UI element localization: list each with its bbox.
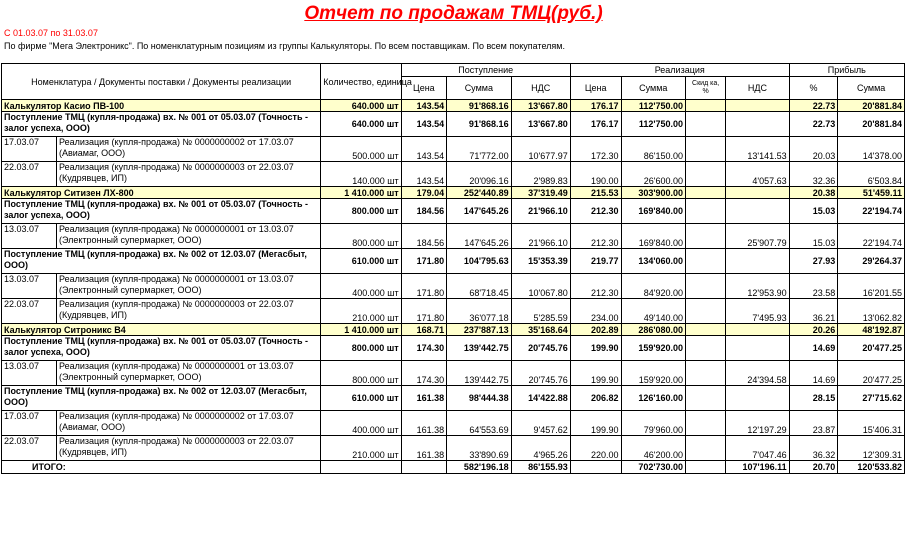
cell-in-price: 171.80 (401, 299, 446, 324)
total-label: ИТОГО: (2, 461, 321, 474)
cell-out-vat: 12'953.90 (726, 274, 789, 299)
cell-out-vat (726, 199, 789, 224)
cell-in-sum: 64'553.69 (447, 411, 511, 436)
header-row-top (2, 64, 905, 77)
cell-in-sum: 98'444.38 (447, 386, 511, 411)
doc-date: 17.03.07 (2, 411, 57, 436)
cell-profit-sum: 16'201.55 (838, 274, 905, 299)
cell-discount (686, 436, 726, 461)
header-discount: Скид ка, % (686, 77, 726, 100)
cell-profit-pct: 20.38 (789, 187, 838, 199)
cell-out-price: 212.30 (570, 199, 621, 224)
cell-in-sum: 33'890.69 (447, 436, 511, 461)
cell-in-price: 174.30 (401, 336, 446, 361)
income-row (2, 336, 905, 361)
cell-out-price: 176.17 (570, 112, 621, 137)
cell-profit-pct: 32.36 (789, 162, 838, 187)
cell-profit-pct: 28.15 (789, 386, 838, 411)
cell-out-sum: 169'840.00 (621, 224, 685, 249)
cell-out-price: 219.77 (570, 249, 621, 274)
doc-row (2, 274, 905, 299)
income-name: Поступление ТМЦ (купля-продажа) вх. № 001 от 05.03.07 (Точность - залог успеха, ООО) (2, 336, 321, 361)
cell-out-price: 202.89 (570, 324, 621, 336)
cell-profit-pct: 36.32 (789, 436, 838, 461)
cell-discount (686, 162, 726, 187)
cell-qty: 610.000 шт (321, 386, 401, 411)
cell-profit-sum: 48'192.87 (838, 324, 905, 336)
cell-in-vat: 15'353.39 (511, 249, 570, 274)
total-in-vat: 86'155.93 (511, 461, 570, 474)
doc-row (2, 436, 905, 461)
cell-qty: 800.000 шт (321, 199, 401, 224)
cell-discount (686, 361, 726, 386)
cell-out-vat (726, 112, 789, 137)
group-row (2, 100, 905, 112)
cell-out-sum: 169'840.00 (621, 199, 685, 224)
income-name: Поступление ТМЦ (купля-продажа) вх. № 001 от 05.03.07 (Точность - залог успеха, ООО) (2, 112, 321, 137)
cell-discount (686, 112, 726, 137)
cell-out-price: 206.82 (570, 386, 621, 411)
income-row (2, 199, 905, 224)
cell-out-sum: 112'750.00 (621, 112, 685, 137)
cell-qty: 640.000 шт (321, 112, 401, 137)
cell-qty: 400.000 шт (321, 411, 401, 436)
total-in-price (401, 461, 446, 474)
cell-in-price: 143.54 (401, 112, 446, 137)
header-in-vat: НДС (511, 77, 570, 100)
cell-profit-pct: 15.03 (789, 199, 838, 224)
cell-out-sum: 79'960.00 (621, 411, 685, 436)
cell-in-price: 143.54 (401, 137, 446, 162)
income-row (2, 386, 905, 411)
cell-qty: 1 410.000 шт (321, 324, 401, 336)
cell-profit-pct: 23.87 (789, 411, 838, 436)
group-row (2, 187, 905, 199)
cell-profit-sum: 22'194.74 (838, 199, 905, 224)
cell-out-vat: 13'141.53 (726, 137, 789, 162)
cell-in-price: 171.80 (401, 249, 446, 274)
cell-out-price: 215.53 (570, 187, 621, 199)
cell-discount (686, 274, 726, 299)
cell-in-sum: 68'718.45 (447, 274, 511, 299)
cell-in-vat: 10'677.97 (511, 137, 570, 162)
header-name: Номенклатура / Документы поставки / Документы реализации (2, 64, 321, 100)
cell-profit-sum: 27'715.62 (838, 386, 905, 411)
cell-in-price: 161.38 (401, 411, 446, 436)
cell-profit-pct: 36.21 (789, 299, 838, 324)
cell-in-sum: 139'442.75 (447, 336, 511, 361)
cell-out-vat (726, 249, 789, 274)
doc-row (2, 137, 905, 162)
doc-name: Реализация (купля-продажа) № 0000000002 от 17.03.07 (Авиамаг, ООО) (56, 137, 320, 162)
cell-qty: 210.000 шт (321, 299, 401, 324)
cell-out-sum: 126'160.00 (621, 386, 685, 411)
total-row (2, 461, 905, 474)
cell-discount (686, 100, 726, 112)
cell-out-sum: 84'920.00 (621, 274, 685, 299)
header-profit-sum: Сумма (838, 77, 905, 100)
cell-profit-pct: 27.93 (789, 249, 838, 274)
cell-discount (686, 137, 726, 162)
cell-in-sum: 36'077.18 (447, 299, 511, 324)
header-out-sum: Сумма (621, 77, 685, 100)
cell-in-sum: 71'772.00 (447, 137, 511, 162)
cell-out-sum: 159'920.00 (621, 361, 685, 386)
group-row (2, 324, 905, 336)
cell-out-vat (726, 100, 789, 112)
total-in-sum: 582'196.18 (447, 461, 511, 474)
income-row (2, 249, 905, 274)
cell-out-vat (726, 324, 789, 336)
cell-out-price: 212.30 (570, 274, 621, 299)
header-sale: Реализация (570, 64, 789, 77)
header-profit: Прибыль (789, 64, 904, 77)
report-title: Отчет по продажам ТМЦ(руб.) (304, 3, 603, 24)
cell-in-vat: 13'667.80 (511, 112, 570, 137)
cell-discount (686, 199, 726, 224)
cell-out-sum: 112'750.00 (621, 100, 685, 112)
cell-out-sum: 49'140.00 (621, 299, 685, 324)
doc-row (2, 162, 905, 187)
cell-out-vat: 25'907.79 (726, 224, 789, 249)
header-income: Поступление (401, 64, 570, 77)
group-name: Калькулятор Ситизен ЛХ-800 (2, 187, 321, 199)
cell-qty: 1 410.000 шт (321, 187, 401, 199)
cell-profit-sum: 20'881.84 (838, 112, 905, 137)
cell-in-vat: 9'457.62 (511, 411, 570, 436)
cell-discount (686, 324, 726, 336)
cell-in-vat: 2'989.83 (511, 162, 570, 187)
cell-in-price: 184.56 (401, 224, 446, 249)
cell-in-vat: 35'168.64 (511, 324, 570, 336)
cell-profit-pct: 15.03 (789, 224, 838, 249)
cell-in-price: 171.80 (401, 274, 446, 299)
total-out-sum: 702'730.00 (621, 461, 685, 474)
doc-date: 22.03.07 (2, 436, 57, 461)
cell-profit-pct: 20.03 (789, 137, 838, 162)
cell-in-sum: 91'868.16 (447, 112, 511, 137)
cell-profit-pct: 22.73 (789, 100, 838, 112)
doc-name: Реализация (купля-продажа) № 0000000002 от 17.03.07 (Авиамаг, ООО) (56, 411, 320, 436)
cell-out-sum: 134'060.00 (621, 249, 685, 274)
doc-row (2, 361, 905, 386)
cell-out-vat: 7'047.46 (726, 436, 789, 461)
cell-out-price: 220.00 (570, 436, 621, 461)
cell-qty: 210.000 шт (321, 436, 401, 461)
cell-out-sum: 46'200.00 (621, 436, 685, 461)
income-name: Поступление ТМЦ (купля-продажа) вх. № 002 от 12.03.07 (Мегасбыт, ООО) (2, 249, 321, 274)
cell-in-sum: 237'887.13 (447, 324, 511, 336)
cell-profit-sum: 13'062.82 (838, 299, 905, 324)
cell-profit-sum: 51'459.11 (838, 187, 905, 199)
income-row (2, 112, 905, 137)
cell-in-vat: 5'285.59 (511, 299, 570, 324)
report-period: С 01.03.07 по 31.03.07 (4, 28, 98, 38)
cell-in-sum: 104'795.63 (447, 249, 511, 274)
income-name: Поступление ТМЦ (купля-продажа) вх. № 002 от 12.03.07 (Мегасбыт, ООО) (2, 386, 321, 411)
doc-name: Реализация (купля-продажа) № 0000000003 от 22.03.07 (Кудрявцев, ИП) (56, 299, 320, 324)
cell-out-price: 199.90 (570, 411, 621, 436)
cell-out-sum: 86'150.00 (621, 137, 685, 162)
cell-profit-pct: 14.69 (789, 361, 838, 386)
cell-in-price: 179.04 (401, 187, 446, 199)
cell-profit-sum: 15'406.31 (838, 411, 905, 436)
doc-date: 22.03.07 (2, 299, 57, 324)
cell-profit-pct: 22.73 (789, 112, 838, 137)
cell-qty: 500.000 шт (321, 137, 401, 162)
cell-in-vat: 14'422.88 (511, 386, 570, 411)
total-out-vat: 107'196.11 (726, 461, 789, 474)
cell-profit-sum: 20'477.25 (838, 336, 905, 361)
cell-profit-sum: 29'264.37 (838, 249, 905, 274)
cell-qty: 140.000 шт (321, 162, 401, 187)
doc-row (2, 299, 905, 324)
cell-in-vat: 21'966.10 (511, 224, 570, 249)
header-profit-pct: % (789, 77, 838, 100)
cell-in-price: 161.38 (401, 436, 446, 461)
doc-date: 13.03.07 (2, 224, 57, 249)
cell-in-vat: 10'067.80 (511, 274, 570, 299)
cell-out-price: 199.90 (570, 336, 621, 361)
cell-out-price: 212.30 (570, 224, 621, 249)
cell-in-sum: 147'645.26 (447, 199, 511, 224)
cell-out-price: 190.00 (570, 162, 621, 187)
cell-out-sum: 286'080.00 (621, 324, 685, 336)
group-name: Калькулятор Касио ПВ-100 (2, 100, 321, 112)
cell-in-sum: 252'440.89 (447, 187, 511, 199)
cell-in-price: 143.54 (401, 100, 446, 112)
cell-out-vat: 24'394.58 (726, 361, 789, 386)
total-out-price (570, 461, 621, 474)
doc-date: 22.03.07 (2, 162, 57, 187)
cell-out-price: 172.30 (570, 137, 621, 162)
cell-qty: 800.000 шт (321, 336, 401, 361)
cell-in-vat: 4'965.26 (511, 436, 570, 461)
doc-row (2, 224, 905, 249)
cell-profit-sum: 20'881.84 (838, 100, 905, 112)
cell-out-vat: 7'495.93 (726, 299, 789, 324)
doc-row (2, 411, 905, 436)
cell-out-sum: 159'920.00 (621, 336, 685, 361)
cell-in-vat: 20'745.76 (511, 336, 570, 361)
cell-in-price: 143.54 (401, 162, 446, 187)
cell-in-price: 168.71 (401, 324, 446, 336)
cell-in-price: 161.38 (401, 386, 446, 411)
cell-out-vat (726, 336, 789, 361)
cell-in-sum: 20'096.16 (447, 162, 511, 187)
income-name: Поступление ТМЦ (купля-продажа) вх. № 001 от 05.03.07 (Точность - залог успеха, ООО) (2, 199, 321, 224)
cell-profit-sum: 20'477.25 (838, 361, 905, 386)
cell-in-sum: 91'868.16 (447, 100, 511, 112)
cell-discount (686, 299, 726, 324)
cell-profit-sum: 22'194.74 (838, 224, 905, 249)
cell-discount (686, 336, 726, 361)
cell-qty: 800.000 шт (321, 224, 401, 249)
cell-in-vat: 20'745.76 (511, 361, 570, 386)
cell-discount (686, 224, 726, 249)
report-filter: По фирме "Мега Электроникс". По номенклатурным позициям из группы Калькуляторы. По всем поставщикам. По всем покупателям. (4, 41, 565, 51)
cell-out-sum: 26'600.00 (621, 162, 685, 187)
cell-qty: 640.000 шт (321, 100, 401, 112)
cell-profit-pct: 20.26 (789, 324, 838, 336)
doc-name: Реализация (купля-продажа) № 0000000001 от 13.03.07 (Электронный супермаркет, ООО) (56, 224, 320, 249)
cell-out-vat (726, 187, 789, 199)
cell-qty: 400.000 шт (321, 274, 401, 299)
cell-out-price: 234.00 (570, 299, 621, 324)
doc-name: Реализация (купля-продажа) № 0000000001 от 13.03.07 (Электронный супермаркет, ООО) (56, 274, 320, 299)
doc-date: 13.03.07 (2, 361, 57, 386)
cell-in-vat: 37'319.49 (511, 187, 570, 199)
cell-discount (686, 249, 726, 274)
header-in-sum: Сумма (447, 77, 511, 100)
cell-out-sum: 303'900.00 (621, 187, 685, 199)
group-name: Калькулятор Ситроникс В4 (2, 324, 321, 336)
cell-out-vat: 12'197.29 (726, 411, 789, 436)
cell-in-price: 184.56 (401, 199, 446, 224)
cell-in-vat: 21'966.10 (511, 199, 570, 224)
header-out-vat: НДС (726, 77, 789, 100)
cell-profit-sum: 12'309.31 (838, 436, 905, 461)
total-profit-pct: 20.70 (789, 461, 838, 474)
cell-in-sum: 147'645.26 (447, 224, 511, 249)
cell-discount (686, 187, 726, 199)
header-in-price: Цена (401, 77, 446, 100)
doc-name: Реализация (купля-продажа) № 0000000003 от 22.03.07 (Кудрявцев, ИП) (56, 436, 320, 461)
cell-out-price: 199.90 (570, 361, 621, 386)
doc-date: 13.03.07 (2, 274, 57, 299)
cell-out-vat (726, 386, 789, 411)
cell-out-vat: 4'057.63 (726, 162, 789, 187)
cell-in-sum: 139'442.75 (447, 361, 511, 386)
header-qty: Количество, единица (321, 64, 401, 100)
cell-qty: 610.000 шт (321, 249, 401, 274)
cell-profit-sum: 6'503.84 (838, 162, 905, 187)
cell-profit-sum: 14'378.00 (838, 137, 905, 162)
cell-qty: 800.000 шт (321, 361, 401, 386)
cell-profit-pct: 23.58 (789, 274, 838, 299)
sales-report-table (1, 63, 905, 474)
total-discount (686, 461, 726, 474)
cell-discount (686, 411, 726, 436)
total-profit-sum: 120'533.82 (838, 461, 905, 474)
doc-name: Реализация (купля-продажа) № 0000000003 от 22.03.07 (Кудрявцев, ИП) (56, 162, 320, 187)
doc-name: Реализация (купля-продажа) № 0000000001 от 13.03.07 (Электронный супермаркет, ООО) (56, 361, 320, 386)
doc-date: 17.03.07 (2, 137, 57, 162)
total-qty (321, 461, 401, 474)
header-out-price: Цена (570, 77, 621, 100)
cell-discount (686, 386, 726, 411)
cell-in-price: 174.30 (401, 361, 446, 386)
report-body (2, 100, 905, 461)
cell-profit-pct: 14.69 (789, 336, 838, 361)
cell-in-vat: 13'667.80 (511, 100, 570, 112)
cell-out-price: 176.17 (570, 100, 621, 112)
